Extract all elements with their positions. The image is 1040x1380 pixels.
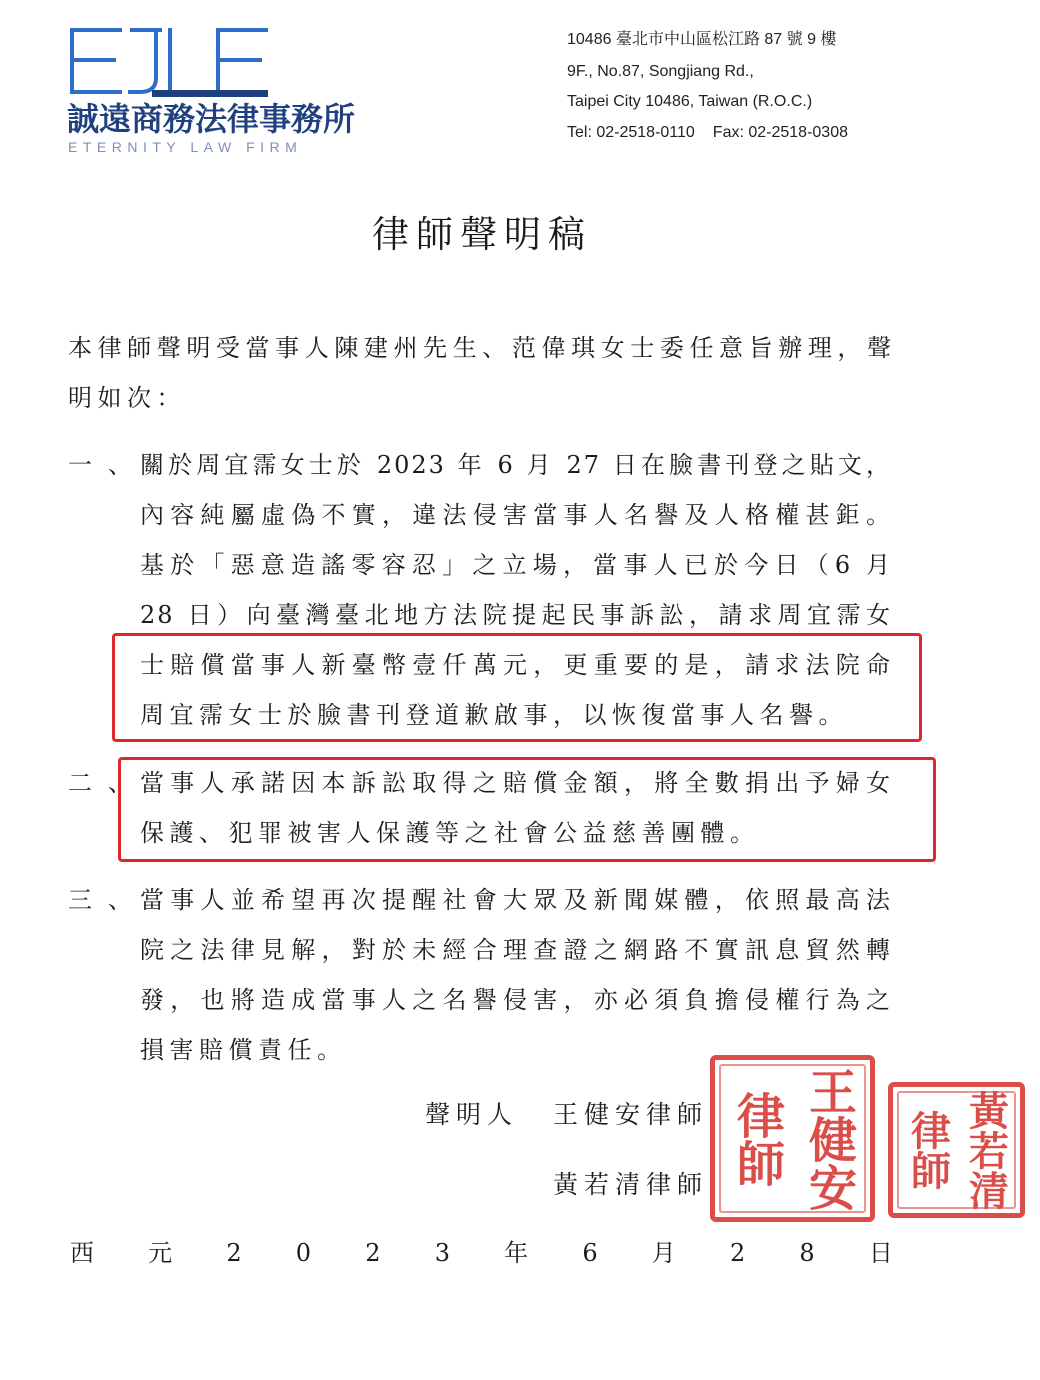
item-marker: 二、 [68,769,148,797]
date-char: 2 [226,1239,242,1267]
firm-name-zh: 誠遠商務法律事務所 [67,100,356,138]
seal-1-lettering: 王健安律師 [728,1066,857,1211]
lawyer-seal-2 [888,1082,1025,1218]
item-line: 基於「惡意造謠零容忍」之立場，當事人已於今日（6 月 [140,551,892,579]
date-char: 月 [651,1239,676,1267]
date-char: 日 [868,1239,893,1267]
item-marker: 三、 [68,886,148,914]
address-line-zh: 10486 臺北市中山區松江路 87 號 9 樓 [567,31,837,48]
date-char: 2 [365,1239,381,1267]
address-line-street: 9F., No.87, Songjiang Rd., [567,63,754,80]
item-body [140,758,892,858]
date-char: 元 [148,1239,173,1267]
signatory-name-2: 黃若清律師 [553,1170,709,1199]
firm-logo [66,24,272,100]
contact-line [567,123,848,143]
item-line: 周宜霈女士於臉書刊登道歉啟事，以恢復當事人名譽。 [140,701,848,729]
address-line-city: Taipei City 10486, Taiwan (R.O.C.) [567,93,813,110]
item-line: 發，也將造成當事人之名譽侵害，亦必須負擔侵權行為之 [140,986,892,1014]
date-char: 6 [582,1239,598,1267]
item-line: 保護、犯罪被害人保護等之社會公益慈善團體。 [140,819,760,847]
date-char: 3 [434,1239,450,1267]
date-char: 2 [729,1239,746,1267]
tel-number: Tel: 02-2518-0110 [567,124,695,141]
document-title: 律師聲明稿 [372,213,592,256]
intro-paragraph [68,323,893,423]
statement-date [70,1228,893,1278]
date-char: 年 [504,1239,529,1267]
item-line: 關於周宜霈女士於 2023 年 6 月 27 日在臉書刊登之貼文， [140,451,892,479]
item-line: 28 日）向臺灣臺北地方法院提起民事訴訟，請求周宜霈女 [140,601,892,629]
item-body [140,875,892,1075]
item-line: 內容純屬虛偽不實，違法侵害當事人名譽及人格權甚鉅。 [140,501,892,529]
fax-number: Fax: 02-2518-0308 [712,124,848,141]
signatory-name-1: 王健安律師 [553,1100,709,1129]
item-body [140,440,892,740]
intro-line: 本律師聲明受當事人陳建州先生、范偉琪女士委任意旨辦理，聲 [68,334,893,362]
signatory-label: 聲明人 [425,1100,519,1129]
date-char: 8 [799,1239,815,1267]
date-char: 0 [295,1239,312,1267]
firm-name-en: ETERNITY LAW FIRM [68,139,303,155]
item-marker: 一、 [68,451,148,479]
date-char: 西 [70,1239,94,1267]
item-line: 院之法律見解，對於未經合理查證之網路不實訊息貿然轉 [140,936,892,964]
item-line: 當事人並希望再次提醒社會大眾及新聞媒體，依照最高法 [140,886,892,914]
item-line: 當事人承諾因本訴訟取得之賠償金額，將全數捐出予婦女 [140,769,892,797]
item-line: 士賠償當事人新臺幣壹仟萬元，更重要的是，請求法院命 [140,651,892,679]
seal-2-lettering: 黃若清律師 [904,1090,1010,1210]
intro-line: 明如次： [68,384,186,412]
lawyer-seal-1 [710,1055,875,1222]
item-line: 損害賠償責任。 [140,1036,347,1064]
